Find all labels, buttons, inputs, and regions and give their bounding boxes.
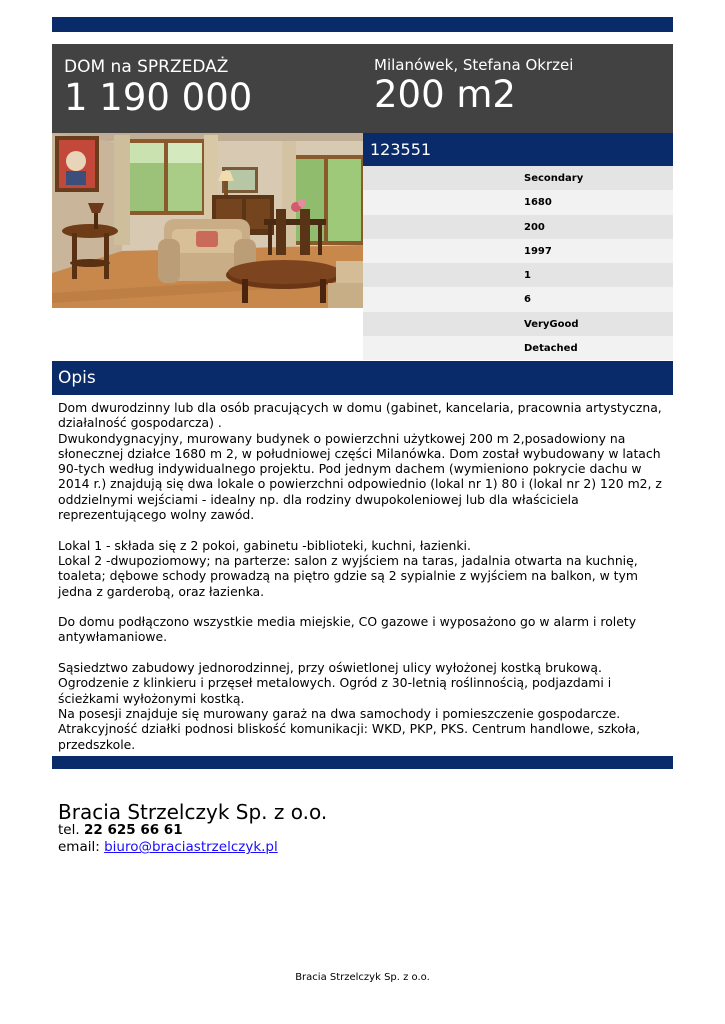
listing-id: 123551	[370, 140, 432, 159]
listing-price: 1 190 000	[64, 76, 253, 119]
attribute-row	[363, 263, 673, 287]
attribute-row	[363, 215, 673, 239]
listing-header	[52, 44, 673, 133]
contact-phone	[58, 822, 183, 838]
attribute-row	[363, 312, 673, 336]
description-heading-bar	[52, 361, 673, 395]
listing-type: DOM na SPRZEDAŻ	[64, 57, 229, 77]
company-name: Bracia Strzelczyk Sp. z o.o.	[58, 800, 328, 824]
footer-text: Bracia Strzelczyk Sp. z o.o.	[295, 972, 430, 983]
phone-number: 22 625 66 61	[83, 822, 183, 838]
attribute-row	[363, 336, 673, 360]
top-accent-bar	[52, 17, 673, 32]
attribute-value: 1997	[524, 245, 552, 257]
phone-label: tel.	[58, 822, 80, 838]
attribute-list	[363, 166, 673, 360]
attribute-value: 6	[524, 294, 531, 306]
attribute-row	[363, 287, 673, 311]
attribute-value: Detached	[524, 343, 578, 355]
description-text: Dom dwurodzinny lub dla osób pracujących w domu (gabinet, kancelaria, pracownia artystyczna, działalność gospodarcza) . Dwukondygnacyjny, murowany budynek o powierzchni użytkowej 200 m 2,posadowiony na słonecznej działce 1680 m 2, w południowej części Milanówka. Dom został wybudowany w latach 90-tych według indywidualnego projektu. Pod jednym dachem (wymieniono pokrycie dachu w 2014 r.) znajdują się dwa lokale o powierzchni odpowiednio (lokal nr 1) 80 i (lokal nr 2) 120 m2, z oddzielnymi wejściami - idealny np. dla rodziny dwupokoleniowej lub dla właściciela reprezentującego wolny zawód. Lokal 1 - składa się z 2 pokoi, gabinetu -biblioteki, kuchni, łazienki. Lokal 2 -dwupoziomowy; na parterze: salon z wyjściem na taras, jadalnia otwarta na kuchnię, toaleta; dębowe schody prowadzą na piętro gdzie są 2 sypialnie z wyjściem na balkon, w tym jedna z garderobą, oraz łazienka. Do domu podłączono wszystkie media miejskie, CO gazowe i wyposażono go w alarm i rolety antywłamaniowe. Sąsiedztwo zabudowy jednorodzinnej, przy oświetlonej ulicy wyłożonej kostką brukową. Ogrodzenie z klinkieru i przęseł metalowych. Ogród z 30-letnią roślinnością, podjazdami i ścieżkami wyłożonymi kostką. Na posesji znajduje się murowany garaż na dwa samochody i pomieszczenie gospodarcze. Atrakcyjność działki podnosi bliskość komunikacji: WKD, PKP, PKS. Centrum handlowe, szkoła, przedszkole.	[58, 400, 662, 752]
listing-area: 200 m2	[374, 73, 516, 116]
attribute-row	[363, 239, 673, 263]
email-label: email:	[58, 839, 100, 855]
attribute-value: Secondary	[524, 173, 584, 184]
attribute-value: 1	[524, 270, 531, 282]
email-link[interactable]: biuro@braciastrzelczyk.pl	[104, 839, 278, 855]
attribute-row	[363, 166, 673, 190]
attribute-row	[363, 190, 673, 214]
description-heading: Opis	[58, 368, 96, 388]
contact-email	[58, 839, 278, 855]
listing-id-bar	[363, 133, 673, 166]
attribute-value: 200	[524, 221, 545, 233]
property-photo	[52, 133, 363, 308]
listing-location: Milanówek, Stefana Okrzei	[374, 56, 574, 74]
attribute-value: 1680	[524, 197, 552, 209]
bottom-accent-bar	[52, 756, 673, 769]
attribute-value: VeryGood	[524, 318, 579, 330]
